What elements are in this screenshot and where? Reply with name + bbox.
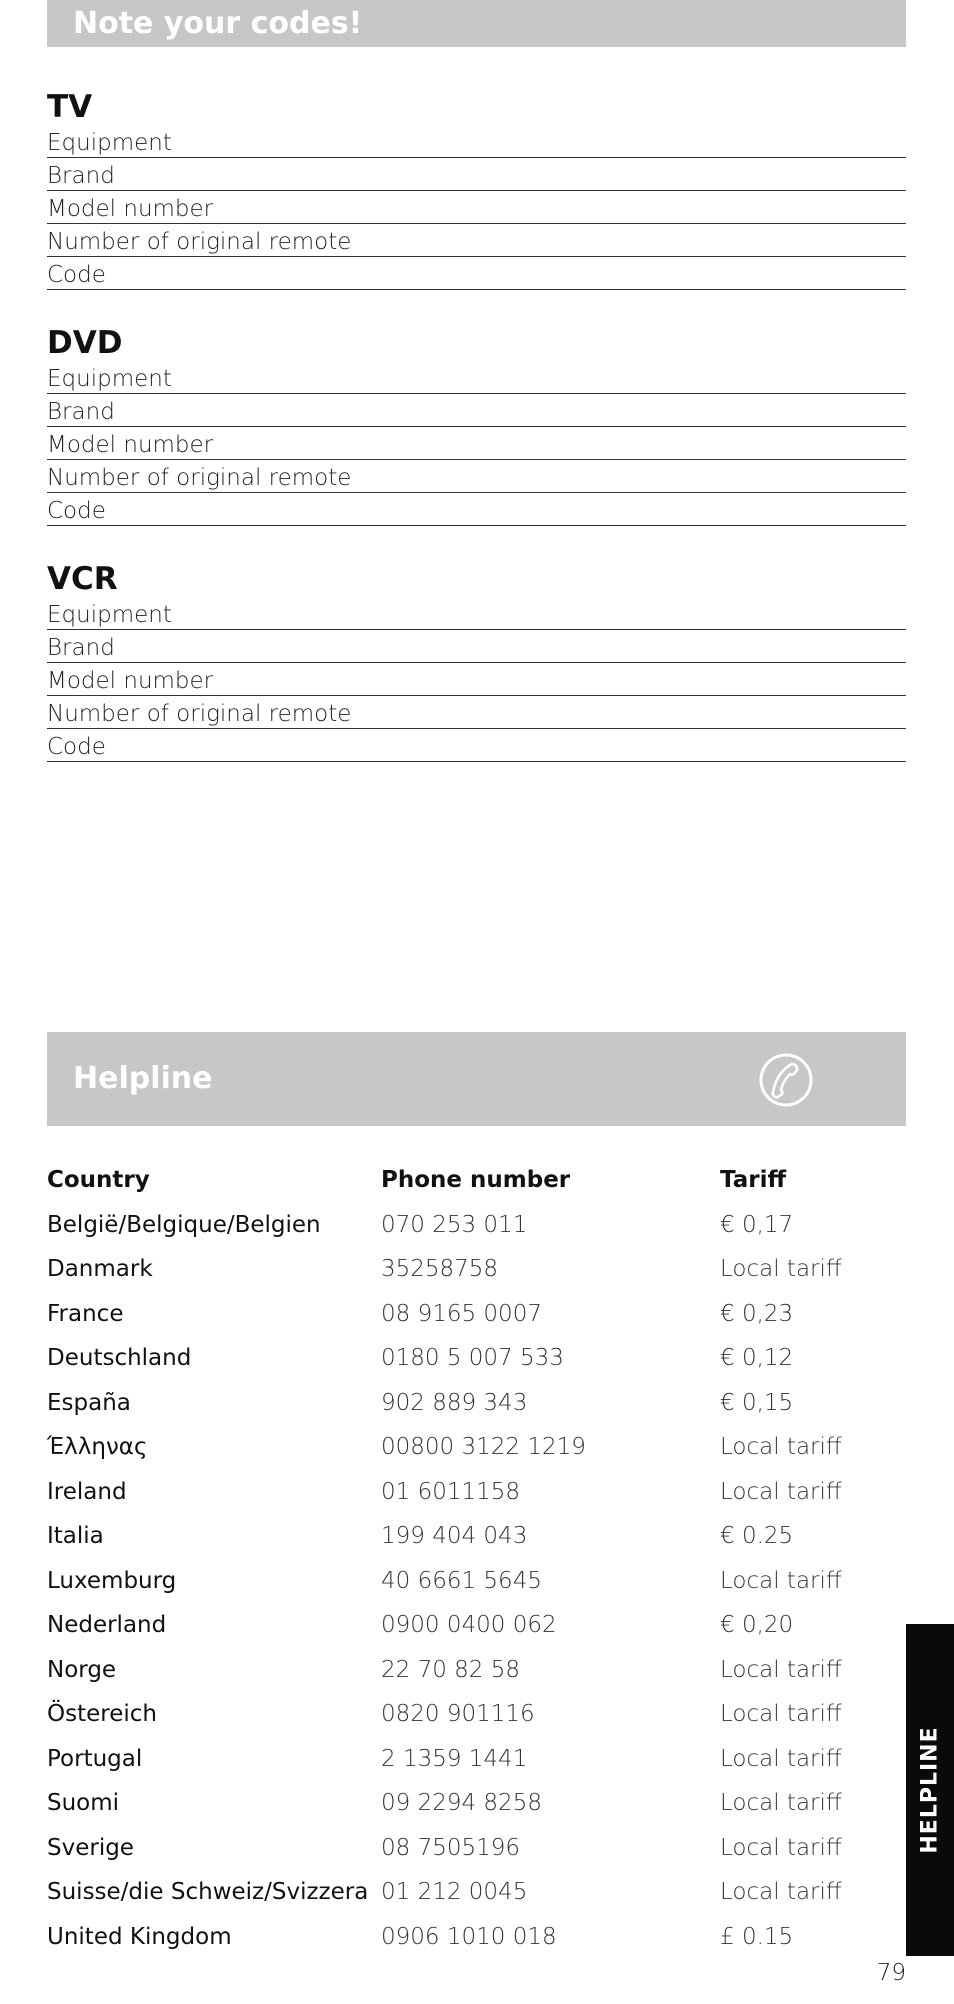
field-brand: Brand xyxy=(47,158,906,191)
phone-cell: 0900 0400 062 xyxy=(381,1612,557,1638)
side-tab-label: HELPLINE xyxy=(917,1726,943,1854)
phone-cell: 01 6011158 xyxy=(381,1478,521,1505)
country-cell: Ireland xyxy=(47,1478,127,1505)
phone-cell: 35258758 xyxy=(381,1256,499,1282)
table-row xyxy=(47,1247,906,1292)
country-cell: Luxemburg xyxy=(47,1567,177,1594)
country-cell: Nederland xyxy=(47,1612,167,1638)
table-header-row xyxy=(47,1158,906,1203)
tariff-cell: Local tariff xyxy=(720,1879,842,1905)
tariff-cell: Local tariff xyxy=(720,1745,842,1772)
tariff-cell: Local tariff xyxy=(720,1834,842,1861)
field-equipment: Equipment xyxy=(47,361,906,394)
phone-cell: 070 253 011 xyxy=(381,1211,528,1238)
country-cell: Italia xyxy=(47,1523,104,1549)
field-brand: Brand xyxy=(47,394,906,427)
phone-cell: 09 2294 8258 xyxy=(381,1790,542,1816)
country-cell: België/Belgique/Belgien xyxy=(47,1211,321,1238)
notes-banner xyxy=(47,0,906,47)
field-model-number: Model number xyxy=(47,427,906,460)
helpline-table xyxy=(47,1158,906,1959)
table-row xyxy=(47,1425,906,1470)
section-title: VCR xyxy=(47,561,118,597)
field-original-remote: Number of original remote xyxy=(47,696,906,729)
phone-cell: 0820 901116 xyxy=(381,1701,535,1727)
country-cell: Danmark xyxy=(47,1256,153,1282)
section-dvd xyxy=(47,325,906,526)
country-cell: Sverige xyxy=(47,1834,134,1861)
table-row xyxy=(47,1559,906,1604)
table-row xyxy=(47,1648,906,1693)
section-title: DVD xyxy=(47,325,123,361)
helpline-title: Helpline xyxy=(73,1061,213,1096)
field-code: Code xyxy=(47,493,906,526)
field-original-remote: Number of original remote xyxy=(47,224,906,257)
phone-cell: 22 70 82 58 xyxy=(381,1656,520,1683)
field-code: Code xyxy=(47,257,906,290)
tariff-cell: Local tariff xyxy=(720,1701,842,1727)
table-row xyxy=(47,1692,906,1737)
country-cell: España xyxy=(47,1389,131,1416)
tariff-cell: Local tariff xyxy=(720,1478,842,1505)
field-equipment: Equipment xyxy=(47,597,906,630)
field-model-number: Model number xyxy=(47,663,906,696)
phone-icon xyxy=(758,1052,814,1108)
table-row xyxy=(47,1381,906,1426)
country-cell: United Kingdom xyxy=(47,1923,232,1950)
section-tv xyxy=(47,89,906,290)
section-vcr xyxy=(47,561,906,762)
table-row xyxy=(47,1336,906,1381)
tariff-cell: Local tariff xyxy=(720,1567,842,1594)
tariff-cell: € 0,17 xyxy=(720,1211,794,1238)
tariff-cell: € 0.25 xyxy=(720,1523,794,1549)
header-country: Country xyxy=(47,1167,150,1193)
phone-cell: 08 7505196 xyxy=(381,1834,521,1861)
page-number: 79 xyxy=(876,1960,906,1986)
phone-cell: 199 404 043 xyxy=(381,1523,528,1549)
table-row xyxy=(47,1826,906,1871)
tariff-cell: € 0,12 xyxy=(720,1345,794,1371)
country-cell: Portugal xyxy=(47,1745,143,1772)
country-cell: Suomi xyxy=(47,1790,120,1816)
country-cell: France xyxy=(47,1300,124,1327)
tariff-cell: £ 0.15 xyxy=(720,1923,794,1950)
field-brand: Brand xyxy=(47,630,906,663)
tariff-cell: € 0,20 xyxy=(720,1612,794,1638)
tariff-cell: Local tariff xyxy=(720,1256,842,1282)
phone-cell: 0180 5 007 533 xyxy=(381,1345,564,1371)
table-row xyxy=(47,1203,906,1248)
helpline-banner xyxy=(47,1032,906,1126)
table-body xyxy=(47,1203,906,1960)
phone-cell: 01 212 0045 xyxy=(381,1879,528,1905)
phone-cell: 902 889 343 xyxy=(381,1389,528,1416)
tariff-cell: Local tariff xyxy=(720,1656,842,1683)
tariff-cell: Local tariff xyxy=(720,1434,842,1460)
notes-title: Note your codes! xyxy=(73,6,363,41)
table-row xyxy=(47,1292,906,1337)
phone-cell: 0906 1010 018 xyxy=(381,1923,557,1950)
table-row xyxy=(47,1781,906,1826)
country-cell: Östereich xyxy=(47,1701,157,1727)
country-cell: Norge xyxy=(47,1656,117,1683)
country-cell: Έλληνας xyxy=(47,1434,148,1460)
table-row xyxy=(47,1737,906,1782)
phone-cell: 08 9165 0007 xyxy=(381,1300,542,1327)
field-code: Code xyxy=(47,729,906,762)
country-cell: Deutschland xyxy=(47,1345,192,1371)
header-phone: Phone number xyxy=(381,1167,571,1193)
table-row xyxy=(47,1514,906,1559)
section-title: TV xyxy=(47,89,93,125)
phone-cell: 2 1359 1441 xyxy=(381,1745,528,1772)
header-tariff: Tariff xyxy=(720,1167,787,1193)
tariff-cell: € 0,15 xyxy=(720,1389,794,1416)
tariff-cell: € 0,23 xyxy=(720,1300,794,1327)
field-equipment: Equipment xyxy=(47,125,906,158)
helpline-side-tab xyxy=(906,1624,954,1956)
table-row xyxy=(47,1470,906,1515)
table-row xyxy=(47,1603,906,1648)
field-original-remote: Number of original remote xyxy=(47,460,906,493)
phone-cell: 00800 3122 1219 xyxy=(381,1434,586,1460)
field-model-number: Model number xyxy=(47,191,906,224)
table-row xyxy=(47,1915,906,1960)
phone-cell: 40 6661 5645 xyxy=(381,1567,542,1594)
country-cell: Suisse/die Schweiz/Svizzera xyxy=(47,1879,369,1905)
table-row xyxy=(47,1870,906,1915)
tariff-cell: Local tariff xyxy=(720,1790,842,1816)
